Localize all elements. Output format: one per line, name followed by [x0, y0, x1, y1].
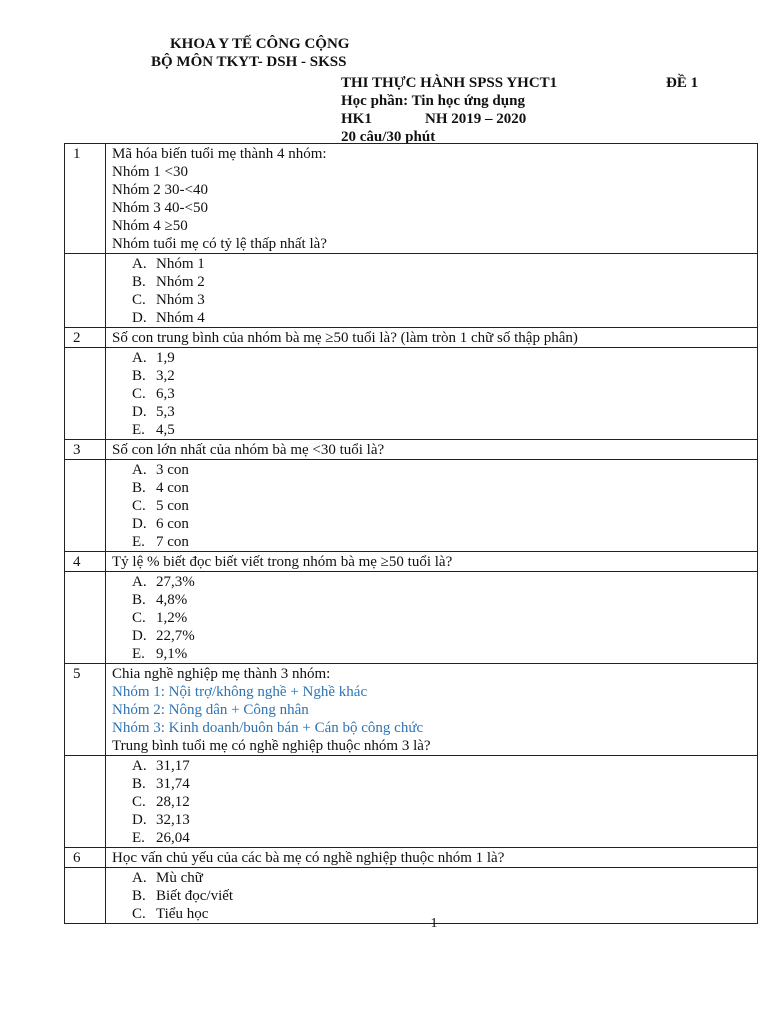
empty-number-cell: [65, 868, 106, 924]
option-letter: B.: [132, 480, 146, 496]
options-cell: [106, 756, 758, 848]
answer-option: [112, 869, 751, 887]
option-text: 4 con: [156, 480, 189, 496]
option-letter: D.: [132, 404, 147, 420]
empty-number-cell: [65, 572, 106, 664]
option-text: Tiểu học: [156, 906, 209, 922]
option-letter: A.: [132, 256, 147, 272]
answer-option: [112, 421, 751, 439]
option-letter: E.: [132, 534, 145, 550]
question-line: Số con lớn nhất của nhóm bà mẹ <30 tuổi là?: [112, 442, 385, 458]
option-text: 5,3: [156, 404, 175, 420]
options-row: [65, 460, 758, 552]
empty-number-cell: [65, 348, 106, 440]
question-line: Nhóm 3: Kinh doanh/buôn bán + Cán bộ công chức: [112, 720, 424, 736]
question-line: Mã hóa biến tuổi mẹ thành 4 nhóm:: [112, 146, 327, 162]
option-text: 28,12: [156, 794, 190, 810]
question-row: [65, 848, 758, 868]
questions-table: [64, 143, 758, 924]
options-cell: [106, 348, 758, 440]
option-letter: C.: [132, 386, 146, 402]
option-letter: D.: [132, 812, 147, 828]
question-line: Nhóm 1: Nội trợ/không nghề + Nghề khác: [112, 684, 368, 700]
question-row: [65, 552, 758, 572]
question-row: [65, 328, 758, 348]
answer-option: [112, 385, 751, 403]
option-text: Nhóm 1: [156, 256, 205, 272]
option-text: 6,3: [156, 386, 175, 402]
option-text: 27,3%: [156, 574, 195, 590]
answer-option: [112, 515, 751, 533]
option-letter: C.: [132, 794, 146, 810]
option-letter: C.: [132, 906, 146, 922]
question-number: 6: [65, 848, 106, 868]
question-row: [65, 144, 758, 254]
option-letter: C.: [132, 610, 146, 626]
question-text: [106, 552, 758, 572]
answer-option: [112, 497, 751, 515]
option-letter: A.: [132, 462, 147, 478]
question-number: 2: [65, 328, 106, 348]
option-text: 4,5: [156, 422, 175, 438]
question-line: Tỷ lệ % biết đọc biết viết trong nhóm bà mẹ ≥50 tuổi là?: [112, 554, 453, 570]
option-text: 6 con: [156, 516, 189, 532]
academic-year: NH 2019 – 2020: [425, 111, 527, 127]
answer-option: [112, 811, 751, 829]
option-letter: A.: [132, 350, 147, 366]
answer-option: [112, 533, 751, 551]
option-text: Nhóm 3: [156, 292, 205, 308]
question-text: [106, 848, 758, 868]
option-text: 22,7%: [156, 628, 195, 644]
option-letter: B.: [132, 368, 146, 384]
options-row: [65, 348, 758, 440]
course-name: Học phần: Tin học ứng dụng: [341, 93, 525, 109]
answer-option: [112, 573, 751, 591]
question-row: [65, 440, 758, 460]
option-text: 3,2: [156, 368, 175, 384]
question-line: Học vấn chủ yếu của các bà mẹ có nghề nghiệp thuộc nhóm 1 là?: [112, 850, 505, 866]
option-letter: D.: [132, 516, 147, 532]
empty-number-cell: [65, 460, 106, 552]
option-text: Mù chữ: [156, 870, 203, 886]
question-text: [106, 328, 758, 348]
question-text: [106, 440, 758, 460]
option-text: 4,8%: [156, 592, 188, 608]
option-text: 9,1%: [156, 646, 188, 662]
answer-option: [112, 349, 751, 367]
answer-option: [112, 273, 751, 291]
option-letter: C.: [132, 498, 146, 514]
answer-option: [112, 887, 751, 905]
option-text: 31,17: [156, 758, 190, 774]
option-text: Biết đọc/viết: [156, 888, 234, 904]
question-number: 1: [65, 144, 106, 254]
option-letter: C.: [132, 292, 146, 308]
option-letter: E.: [132, 830, 145, 846]
option-letter: A.: [132, 574, 147, 590]
option-text: 1,2%: [156, 610, 188, 626]
exam-title: THI THỰC HÀNH SPSS YHCT1: [341, 75, 558, 91]
question-line: Nhóm tuổi mẹ có tỷ lệ thấp nhất là?: [112, 236, 327, 252]
question-number: 3: [65, 440, 106, 460]
question-line: Nhóm 4 ≥50: [112, 218, 188, 234]
option-text: 3 con: [156, 462, 189, 478]
option-letter: A.: [132, 758, 147, 774]
option-text: 31,74: [156, 776, 190, 792]
answer-option: [112, 757, 751, 775]
question-row: [65, 664, 758, 756]
empty-number-cell: [65, 756, 106, 848]
options-row: [65, 868, 758, 924]
option-text: 7 con: [156, 534, 189, 550]
faculty-name: KHOA Y TẾ CÔNG CỘNG: [170, 36, 350, 52]
answer-option: [112, 609, 751, 627]
answer-option: [112, 793, 751, 811]
question-number: 5: [65, 664, 106, 756]
department-name: BỘ MÔN TKYT- DSH - SKSS: [151, 54, 347, 70]
empty-number-cell: [65, 254, 106, 328]
option-letter: E.: [132, 646, 145, 662]
option-letter: E.: [132, 422, 145, 438]
question-line: Nhóm 1 <30: [112, 164, 188, 180]
option-letter: A.: [132, 870, 147, 886]
option-text: 32,13: [156, 812, 190, 828]
options-cell: [106, 572, 758, 664]
options-row: [65, 572, 758, 664]
answer-option: [112, 829, 751, 847]
answer-option: [112, 403, 751, 421]
term-label: HK1: [341, 111, 372, 127]
answer-option: [112, 479, 751, 497]
option-text: 5 con: [156, 498, 189, 514]
question-line: Trung bình tuổi mẹ có nghề nghiệp thuộc nhóm 3 là?: [112, 738, 431, 754]
answer-option: [112, 627, 751, 645]
question-line: Nhóm 2 30-<40: [112, 182, 208, 198]
option-text: Nhóm 4: [156, 310, 205, 326]
answer-option: [112, 291, 751, 309]
options-cell: [106, 254, 758, 328]
question-line: Nhóm 3 40-<50: [112, 200, 208, 216]
option-text: 1,9: [156, 350, 175, 366]
option-text: 26,04: [156, 830, 190, 846]
answer-option: [112, 645, 751, 663]
exam-code: ĐỀ 1: [666, 75, 699, 91]
answer-option: [112, 367, 751, 385]
option-text: Nhóm 2: [156, 274, 205, 290]
question-line: Số con trung bình của nhóm bà mẹ ≥50 tuổi là? (làm tròn 1 chữ số thập phân): [112, 330, 578, 346]
question-number: 4: [65, 552, 106, 572]
option-letter: B.: [132, 274, 146, 290]
answer-option: [112, 309, 751, 327]
options-cell: [106, 460, 758, 552]
answer-option: [112, 591, 751, 609]
answer-option: [112, 461, 751, 479]
options-row: [65, 254, 758, 328]
exam-duration: 20 câu/30 phút: [341, 129, 436, 145]
option-letter: D.: [132, 628, 147, 644]
options-row: [65, 756, 758, 848]
question-text: [106, 144, 758, 254]
question-line: Nhóm 2: Nông dân + Công nhân: [112, 702, 309, 718]
option-letter: B.: [132, 592, 146, 608]
answer-option: [112, 255, 751, 273]
answer-option: [112, 775, 751, 793]
option-letter: B.: [132, 776, 146, 792]
page-number: 1: [430, 916, 438, 931]
question-line: Chia nghề nghiệp mẹ thành 3 nhóm:: [112, 666, 331, 682]
option-letter: D.: [132, 310, 147, 326]
question-text: [106, 664, 758, 756]
option-letter: B.: [132, 888, 146, 904]
